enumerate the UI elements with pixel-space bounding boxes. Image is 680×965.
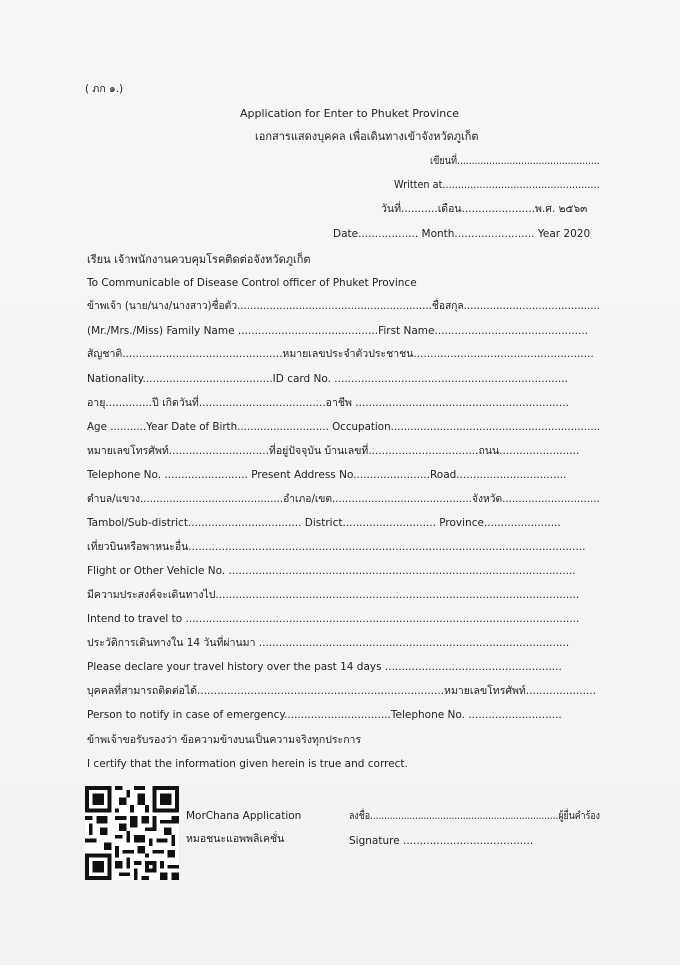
addressee-th: เรียน เจ้าพนักงานควบคุมโรคติดต่อจังหวัดภูเก็ต [87,253,311,266]
form-line: I certify that the information given herein is true and correct. [87,758,408,770]
app-name-en: MorChana Application [186,810,302,822]
form-line: ข้าพเจ้า (นาย/นาง/นางสาว)ชื่อตัว............................................................ชื่อสกุล.......................................... [87,300,601,312]
form-line: ประวัติการเดินทางใน 14 วันที่ผ่านมา ............................................................................................. [87,637,570,649]
form-line: หมายเลขโทรศัพท์..............................ที่อยู่ปัจจุบัน บ้านเลขที่.................................ถนน........................ [87,445,580,457]
form-line: สัญชาติ................................................หมายเลขประจำตัวประชาชน...................................................... [87,348,594,360]
form-line: อายุ..............ปี เกิดวันที่......................................อาชีพ ................................................................ [87,397,569,409]
app-name-th: หมอชนะแอพพลิเคชั่น [186,833,285,845]
qr-code-icon [85,786,179,880]
form-title-en: Application for Enter to Phuket Province [240,107,460,120]
date-en: Date.................. Month........................ Year 2020 [333,228,591,240]
written-at-th: เขียนที่................................................. [430,155,600,167]
form-line: Please declare your travel history over the past 14 days ..................................................... [87,661,562,673]
form-line: มีความประสงค์จะเดินทางไป............................................................................................................. [87,589,580,601]
form-title-th: เอกสารแสดงบุคคล เพื่อเดินทางเข้าจังหวัดภูเก็ต [255,130,479,143]
signature-th: ลงชื่อ...................................................................ผู้ยื่นคำร้อง [349,810,600,822]
form-line: Telephone No. ......................... Present Address No.......................Road................................. [87,469,567,481]
form-line: ตำบล/แขวง............................................อำเภอ/เขต...........................................จังหวัด.............................. [87,493,600,505]
form-code: ( ภก ๑.) [85,83,124,95]
signature-en: Signature ....................................... [349,835,534,847]
addressee-en: To Communicable of Disease Control officer of Phuket Province [87,277,417,289]
form-line: ข้าพเจ้าขอรับรองว่า ข้อความข้างบนเป็นความจริงทุกประการ [87,734,362,746]
form-line: Intend to travel to ...................................................................................................................... [87,613,580,625]
written-at-en: Written at................................................... [394,179,600,191]
form-line: (Mr./Mrs./Miss) Family Name ..........................................First Name.............................................. [87,325,589,337]
form-line: เที่ยวบินหรือพาหนะอื่น....................................................................................................................... [87,541,586,553]
date-th: วันที่...........เดือน......................พ.ศ. ๒๕๖๓ [381,203,588,215]
form-line: Age ...........Year Date of Birth............................ Occupation................................................................ [87,421,601,433]
form-line: Tambol/Sub-district.................................. District............................ Province....................... [87,517,561,529]
form-line: Flight or Other Vehicle No. ........................................................................................................ [87,565,576,577]
form-line: บุคคลที่สามารถติดต่อได้..........................................................................หมายเลขโทรศัพท์..................... [87,685,596,697]
form-line: Person to notify in case of emergency................................Telephone No. ............................ [87,709,562,721]
form-line: Nationality.......................................ID card No. ...................................................................... [87,373,568,385]
